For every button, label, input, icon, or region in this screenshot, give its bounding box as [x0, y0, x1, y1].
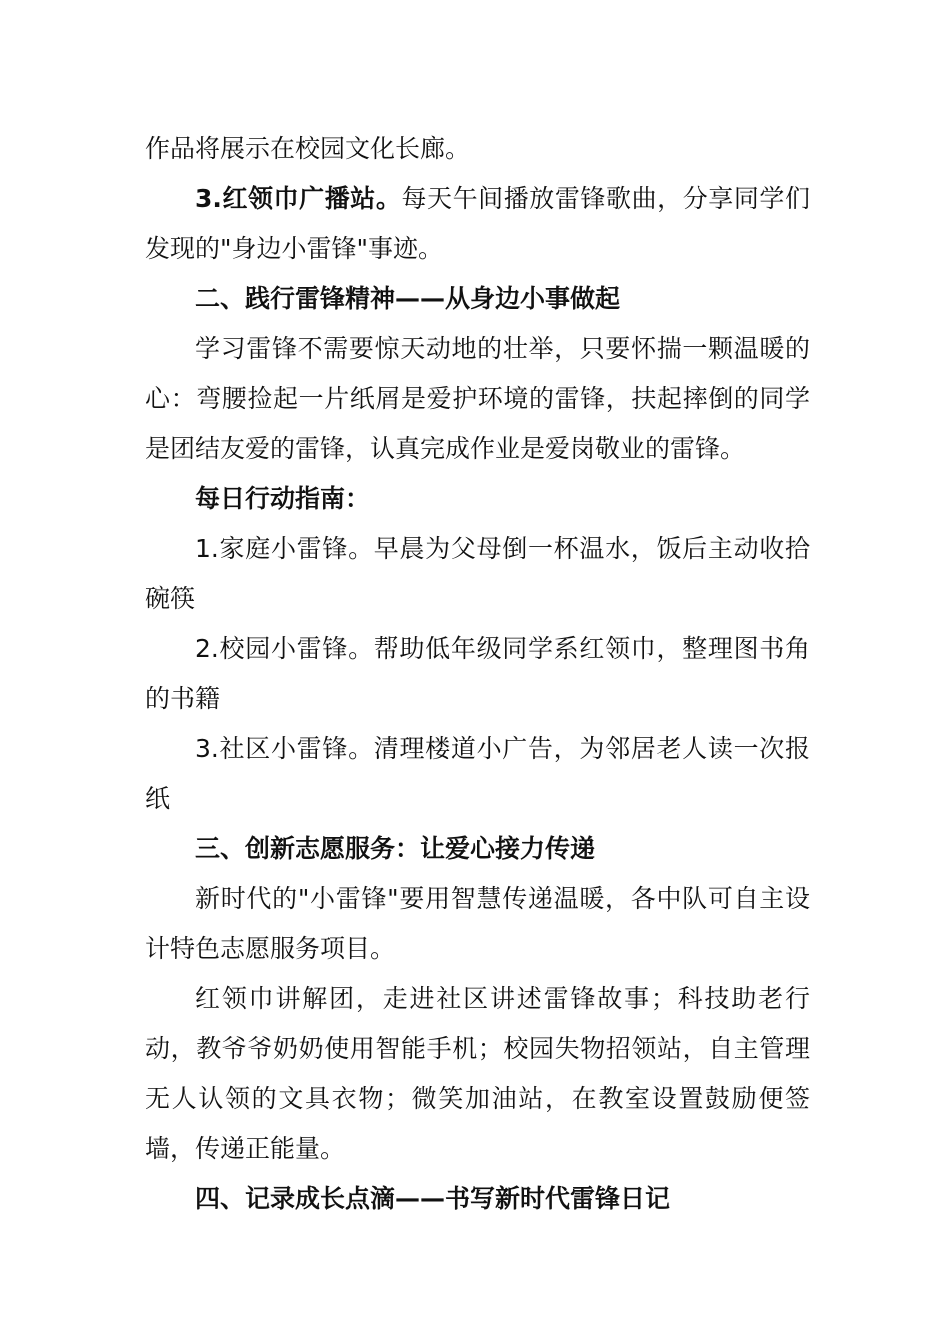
paragraph-new-era: 新时代的"小雷锋"要用智慧传递温暖，各中队可自主设计特色志愿服务项目。 [145, 884, 810, 963]
item-title-broadcast-station: 3.红领巾广播站。 [195, 184, 402, 213]
document-body [145, 124, 810, 1224]
list-item-campus: 2.校园小雷锋。帮助低年级同学系红领巾，整理图书角的书籍 [145, 634, 810, 713]
paragraph-learn-leifeng: 学习雷锋不需要惊天动地的壮举，只要怀揣一颗温暖的心：弯腰捡起一片纸屑是爱护环境的雷锋，扶起摔倒的同学是团结友爱的雷锋，认真完成作业是爱岗敬业的雷锋。 [145, 334, 810, 463]
list-item-community: 3.社区小雷锋。清理楼道小广告，为邻居老人读一次报纸 [145, 734, 810, 813]
subheading-daily-guide: 每日行动指南： [195, 484, 371, 513]
section-heading-4: 四、记录成长点滴——书写新时代雷锋日记 [195, 1184, 671, 1213]
paragraph-volunteer-projects: 红领巾讲解团，走进社区讲述雷锋故事；科技助老行动，教爷爷奶奶使用智能手机；校园失物招领站，自主管理无人认领的文具衣物；微笑加油站，在教室设置鼓励便签墙，传递正能量。 [145, 984, 810, 1163]
list-item-family: 1.家庭小雷锋。早晨为父母倒一杯温水，饭后主动收拾碗筷 [145, 534, 810, 613]
section-heading-2: 二、践行雷锋精神——从身边小事做起 [195, 284, 621, 313]
paragraph-broadcast-station [145, 174, 810, 274]
paragraph-continuation: 作品将展示在校园文化长廊。 [145, 134, 471, 163]
item-text-broadcast-station: 每天午间播放雷锋歌曲，分享同学们发现的"身边小雷锋"事迹。 [145, 184, 810, 263]
section-heading-3: 三、创新志愿服务：让爱心接力传递 [195, 834, 596, 863]
